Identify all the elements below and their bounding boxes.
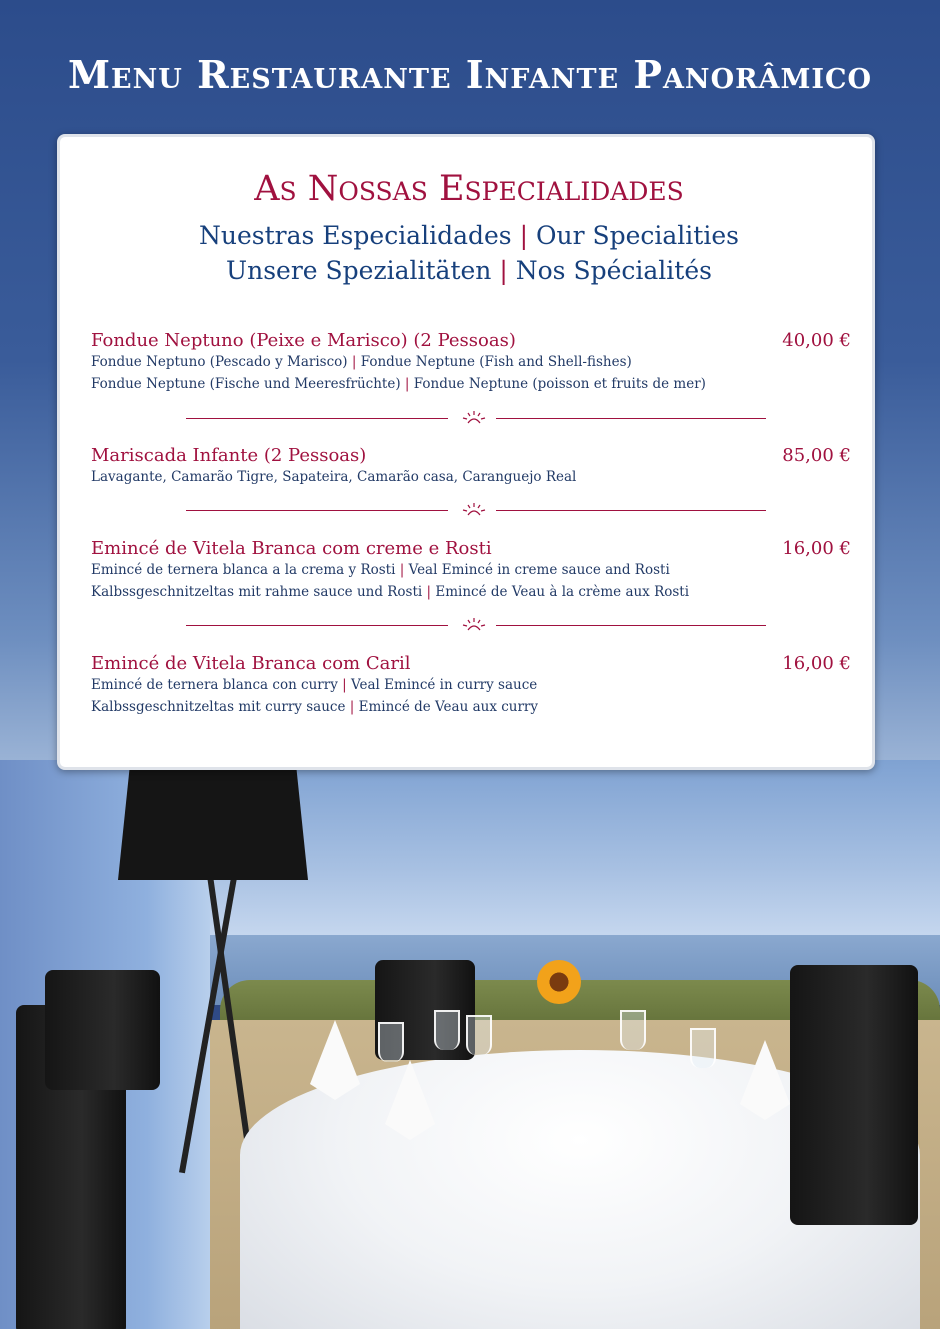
item-desc-text: Fondue Neptune (Fish and Shell-fishes) [360, 354, 632, 370]
item-description: Lavagante, Camarão Tigre, Sapateira, Camarão casa, Caranguejo Real [91, 469, 577, 485]
item-description [91, 373, 851, 395]
item-desc-text: Emincé de ternera blanca con curry [91, 677, 338, 693]
wine-glass [378, 1022, 404, 1062]
item-name: Fondue Neptuno (Peixe e Marisco) (2 Pessoas) [91, 330, 516, 351]
item-description [91, 351, 851, 373]
separator: | [519, 221, 529, 250]
item-description [91, 581, 851, 603]
divider-line [496, 625, 766, 626]
separator: | [342, 677, 347, 693]
chair [790, 965, 918, 1225]
subheading-french: Nos Spécialités [515, 256, 712, 285]
wine-glass [620, 1010, 646, 1050]
separator: | [426, 584, 432, 600]
menu-card [57, 134, 875, 770]
item-name: Mariscada Infante (2 Pessoas) [91, 445, 367, 466]
subheading-spanish: Nuestras Especialidades [199, 221, 512, 250]
divider [186, 411, 766, 425]
item-name: Emincé de Vitela Branca com Caril [91, 653, 411, 674]
section-subheading [60, 256, 878, 285]
item-desc-text: Emincé de Veau à la crème aux Rosti [435, 584, 690, 600]
sun-ornament-icon [460, 409, 488, 427]
separator: | [399, 562, 405, 578]
lamp-shade [118, 770, 308, 880]
divider-line [496, 510, 766, 511]
item-desc-text: Emincé de Veau aux curry [358, 699, 539, 715]
divider [186, 503, 766, 517]
wine-glass [434, 1010, 460, 1050]
item-price: 16,00 € [782, 653, 851, 674]
item-desc-text: Veal Emincé in creme sauce and Rosti [408, 562, 670, 578]
item-price: 40,00 € [782, 330, 851, 351]
separator: | [349, 699, 355, 715]
item-desc-text: Fondue Neptune (Fische und Meeresfrüchte) [91, 376, 401, 392]
wine-glass [690, 1028, 716, 1068]
menu-item [91, 653, 851, 718]
subheading-german: Unsere Spezialitäten [226, 256, 492, 285]
divider-line [496, 418, 766, 419]
item-description [91, 674, 851, 696]
menu-item [91, 538, 851, 603]
item-desc-text: Kalbssgeschnitzeltas mit rahme sauce und Rosti [91, 584, 423, 600]
menu-item [91, 330, 851, 395]
item-description [91, 559, 851, 581]
section-heading: As Nossas Especialidades [254, 169, 684, 209]
sun-ornament-icon [460, 616, 488, 634]
item-desc-text: Veal Emincé in curry sauce [351, 677, 538, 693]
item-name: Emincé de Vitela Branca com creme e Rosti [91, 538, 492, 559]
menu-item [91, 445, 851, 488]
separator: | [499, 256, 508, 285]
item-desc-text: Fondue Neptuno (Pescado y Marisco) [91, 354, 348, 370]
subheading-english: Our Specialities [535, 221, 739, 250]
sun-ornament-icon [460, 501, 488, 519]
item-price: 16,00 € [782, 538, 851, 559]
item-price: 85,00 € [782, 445, 851, 466]
section-subheading [60, 221, 878, 250]
wine-glass [466, 1015, 492, 1055]
item-desc-text: Fondue Neptune (poisson et fruits de mer) [413, 376, 706, 392]
divider-line [186, 418, 448, 419]
divider-line [186, 510, 448, 511]
page-title: Menu Restaurante Infante Panorâmico [67, 52, 873, 97]
flower [537, 960, 581, 1004]
item-desc-text: Kalbssgeschnitzeltas mit curry sauce [91, 699, 346, 715]
separator: | [404, 376, 410, 392]
separator: | [351, 354, 357, 370]
divider [186, 618, 766, 632]
divider-line [186, 625, 448, 626]
restaurant-photo [0, 760, 940, 1329]
item-desc-text: Emincé de ternera blanca a la crema y Rosti [91, 562, 396, 578]
item-description [91, 696, 851, 718]
chair [45, 970, 160, 1090]
